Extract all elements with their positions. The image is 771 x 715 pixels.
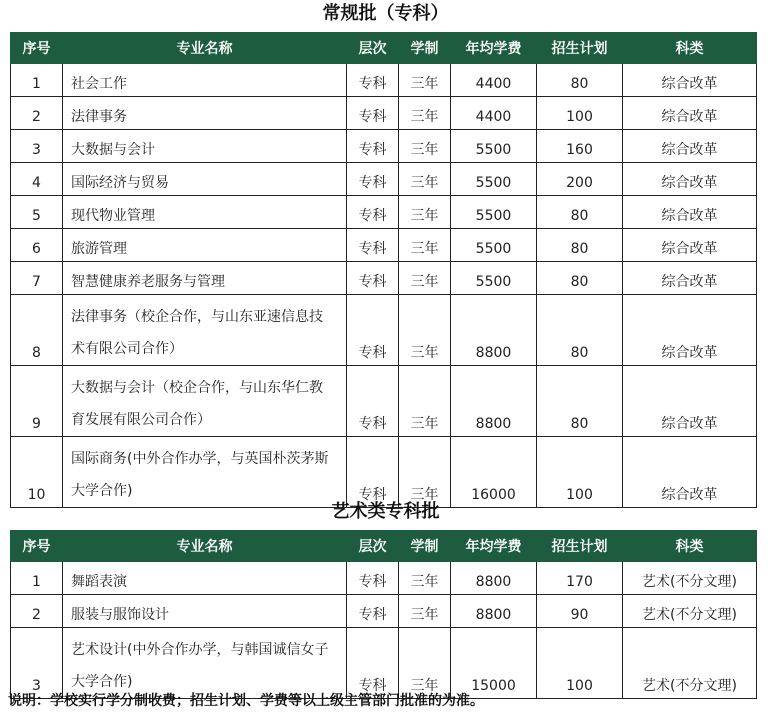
row-fee: 8800 — [475, 416, 512, 432]
row-fee: 15000 — [471, 678, 516, 694]
row-no: 3 — [32, 678, 41, 694]
row-level: 专科 — [358, 678, 387, 694]
row-level: 专科 — [358, 607, 387, 623]
row-level: 专科 — [358, 574, 387, 590]
header-duration: 学制 — [399, 531, 451, 562]
row-major-name: 法律事务 — [71, 109, 127, 125]
row-fee: 16000 — [471, 487, 516, 503]
row-no: 5 — [32, 208, 41, 224]
row-fee: 5500 — [475, 274, 512, 290]
row-no: 1 — [32, 574, 41, 590]
row-category: 综合改革 — [661, 241, 718, 257]
row-no: 1 — [32, 76, 41, 92]
row-duration: 三年 — [410, 76, 439, 92]
section-title-regular: 常规批（专科） — [322, 3, 449, 24]
row-category: 综合改革 — [661, 416, 718, 432]
row-fee: 8800 — [475, 345, 512, 361]
row-fee: 4400 — [475, 76, 512, 92]
row-duration: 三年 — [410, 175, 439, 191]
row-major-name: 大数据与会计（校企合作，与山东华仁教育发展有限公司合作） — [71, 380, 323, 428]
header-duration: 学制 — [399, 33, 451, 64]
section-title-art: 艺术类专科批 — [331, 501, 440, 522]
row-plan: 170 — [566, 574, 593, 590]
row-level: 专科 — [358, 416, 387, 432]
row-category: 艺术(不分文理) — [642, 607, 737, 623]
row-plan: 160 — [566, 142, 593, 158]
row-fee: 5500 — [475, 175, 512, 191]
row-plan: 80 — [570, 208, 589, 224]
row-no: 2 — [32, 607, 41, 623]
table-row — [11, 628, 757, 699]
table-row — [11, 64, 757, 97]
art-admission-table — [10, 530, 757, 699]
header-level: 层次 — [347, 531, 399, 562]
table-row — [11, 366, 757, 437]
row-fee: 8800 — [475, 607, 512, 623]
table-row — [11, 229, 757, 262]
row-level: 专科 — [358, 345, 387, 361]
row-major-name: 旅游管理 — [71, 241, 127, 257]
row-no: 4 — [32, 175, 41, 191]
row-level: 专科 — [358, 142, 387, 158]
row-plan: 80 — [570, 76, 589, 92]
row-level: 专科 — [358, 109, 387, 125]
row-level: 专科 — [358, 274, 387, 290]
header-plan: 招生计划 — [537, 531, 623, 562]
row-fee: 5500 — [475, 142, 512, 158]
row-plan: 100 — [566, 487, 593, 503]
row-no: 9 — [32, 416, 41, 432]
row-fee: 5500 — [475, 208, 512, 224]
table-row — [11, 295, 757, 366]
row-category: 综合改革 — [661, 109, 718, 125]
header-plan: 招生计划 — [537, 33, 623, 64]
row-no: 3 — [32, 142, 41, 158]
row-major-name: 艺术设计(中外合作办学，与韩国诚信女子大学合作) — [71, 642, 329, 690]
row-duration: 三年 — [410, 274, 439, 290]
header-fee: 年均学费 — [451, 33, 537, 64]
row-level: 专科 — [358, 76, 387, 92]
row-no: 7 — [32, 274, 41, 290]
row-duration: 三年 — [410, 345, 439, 361]
header-level: 层次 — [347, 33, 399, 64]
row-plan: 200 — [566, 175, 593, 191]
row-level: 专科 — [358, 208, 387, 224]
row-major-name: 现代物业管理 — [71, 208, 155, 224]
header-category: 科类 — [623, 33, 757, 64]
table-row — [11, 437, 757, 508]
row-plan: 80 — [570, 416, 589, 432]
row-fee: 5500 — [475, 241, 512, 257]
row-major-name: 服装与服饰设计 — [71, 607, 169, 623]
row-category: 综合改革 — [661, 175, 718, 191]
row-duration: 三年 — [410, 487, 439, 503]
row-major-name: 智慧健康养老服务与管理 — [71, 274, 225, 290]
row-no: 2 — [32, 109, 41, 125]
row-duration: 三年 — [410, 241, 439, 257]
header-no: 序号 — [11, 33, 63, 64]
row-plan: 100 — [566, 678, 593, 694]
table-row — [11, 562, 757, 595]
row-duration: 三年 — [410, 109, 439, 125]
header-major: 专业名称 — [63, 33, 347, 64]
row-major-name: 法律事务（校企合作，与山东亚速信息技术有限公司合作） — [71, 309, 323, 357]
row-category: 综合改革 — [661, 487, 718, 503]
row-level: 专科 — [358, 175, 387, 191]
row-category: 艺术(不分文理) — [642, 574, 737, 590]
row-duration: 三年 — [410, 574, 439, 590]
header-fee: 年均学费 — [451, 531, 537, 562]
row-plan: 80 — [570, 241, 589, 257]
header-major: 专业名称 — [63, 531, 347, 562]
row-no: 6 — [32, 241, 41, 257]
row-level: 专科 — [358, 241, 387, 257]
row-fee: 8800 — [475, 574, 512, 590]
row-major-name: 舞蹈表演 — [71, 574, 127, 590]
row-plan: 100 — [566, 109, 593, 125]
footnote: 说明：学校实行学分制收费；招生计划、学费等以上级主管部门批准的为准。 — [8, 693, 484, 709]
table-row — [11, 130, 757, 163]
row-category: 综合改革 — [661, 208, 718, 224]
row-major-name: 国际商务(中外合作办学，与英国朴茨茅斯大学合作) — [71, 451, 329, 499]
table-row — [11, 595, 757, 628]
row-fee: 4400 — [475, 109, 512, 125]
row-category: 综合改革 — [661, 274, 718, 290]
row-level: 专科 — [358, 487, 387, 503]
row-plan: 80 — [570, 345, 589, 361]
row-category: 综合改革 — [661, 76, 718, 92]
row-duration: 三年 — [410, 678, 439, 694]
regular-admission-table — [10, 32, 757, 508]
header-no: 序号 — [11, 531, 63, 562]
row-major-name: 社会工作 — [71, 76, 127, 92]
row-plan: 80 — [570, 274, 589, 290]
row-category: 艺术(不分文理) — [642, 678, 737, 694]
row-major-name: 国际经济与贸易 — [71, 175, 169, 191]
row-category: 综合改革 — [661, 142, 718, 158]
row-category: 综合改革 — [661, 345, 718, 361]
row-duration: 三年 — [410, 607, 439, 623]
row-duration: 三年 — [410, 142, 439, 158]
row-no: 8 — [32, 345, 41, 361]
table-row — [11, 97, 757, 130]
table-header-row — [11, 531, 757, 562]
row-duration: 三年 — [410, 416, 439, 432]
table-header-row — [11, 33, 757, 64]
table-row — [11, 163, 757, 196]
row-major-name: 大数据与会计 — [71, 142, 155, 158]
row-duration: 三年 — [410, 208, 439, 224]
row-no: 10 — [27, 487, 46, 503]
header-category: 科类 — [623, 531, 757, 562]
row-plan: 90 — [570, 607, 589, 623]
table-row — [11, 262, 757, 295]
table-row — [11, 196, 757, 229]
